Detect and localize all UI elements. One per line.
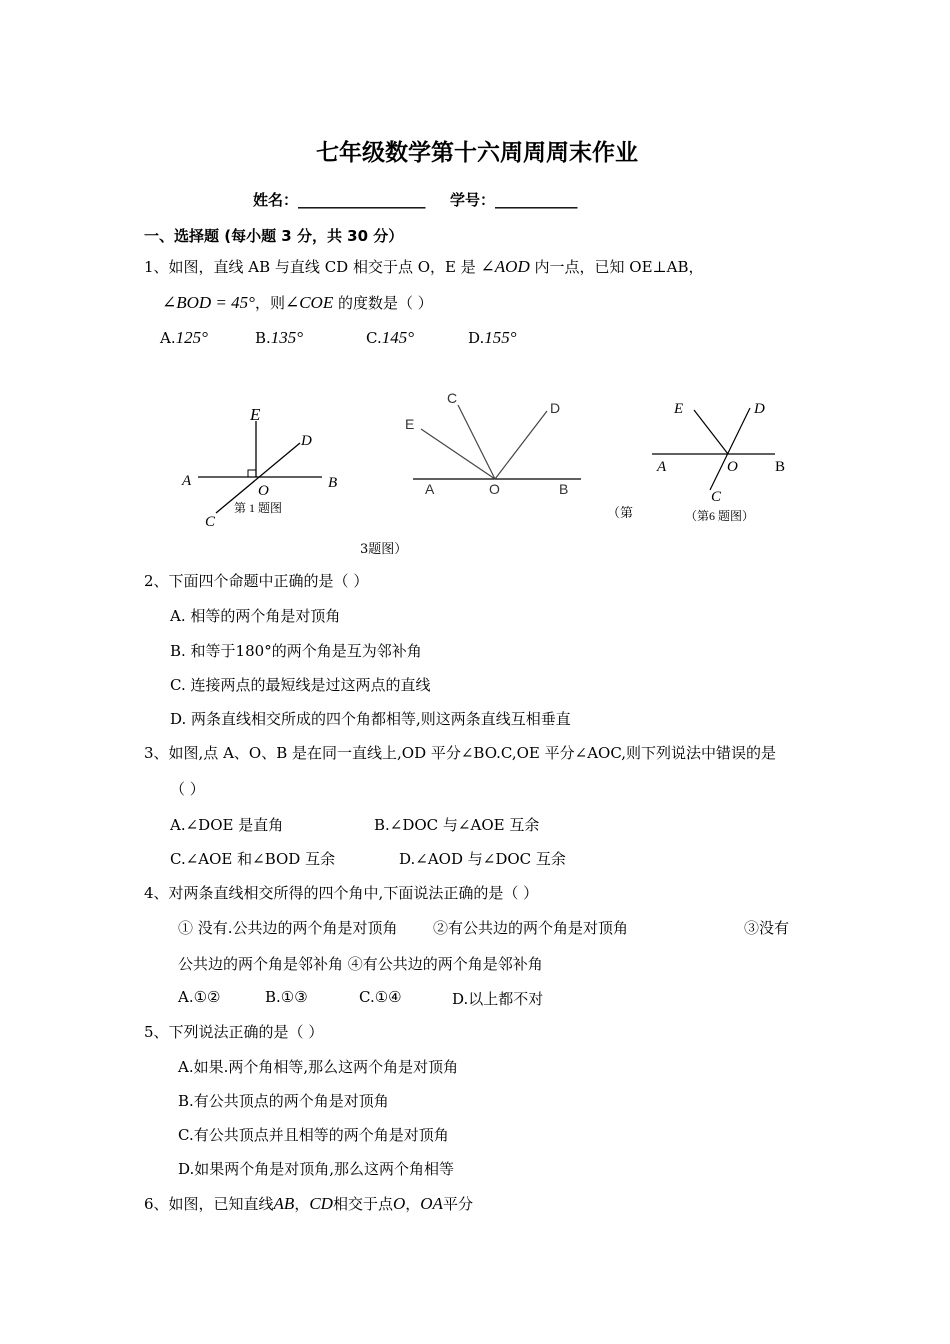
- q1-text-2: 内一点，已知 OE⊥AB，: [534, 258, 704, 276]
- q4-statement-line-2: 公共边的两个角是邻补角 ④有公共边的两个角是邻补角: [178, 955, 543, 973]
- q4-statement-1: ① 没有.公共边的两个角是对顶角: [178, 919, 398, 937]
- student-info: [253, 189, 578, 210]
- q2-option-d[interactable]: D. 两条直线相交所成的四个角都相等,则这两条直线互相垂直: [170, 710, 571, 728]
- question-3-paren: （ ）: [170, 780, 205, 798]
- q4-statement-2: ②有公共边的两个角是对顶角: [433, 919, 629, 937]
- label-e: E: [674, 401, 684, 417]
- q1-angle-coe: ∠COE: [284, 293, 334, 312]
- question-1-line-1: [144, 256, 704, 277]
- figure-6-caption: （第6 题图）: [685, 509, 755, 523]
- label-c: C: [447, 390, 458, 406]
- question-1-line-2: [162, 292, 433, 313]
- q4-statement-3: ③没有: [744, 919, 790, 937]
- label-e: E: [250, 405, 261, 424]
- question-3-stem: 3、如图,点 A、O、B 是在同一直线上,OD 平分∠BO.C,OE 平分∠AOC,则下列说法中错误的是: [144, 744, 777, 762]
- right-angle-mark: [248, 470, 256, 477]
- figure-3-caption-part-2: 3题图）: [360, 542, 408, 557]
- q1-angle-aod: ∠AOD: [480, 257, 530, 276]
- q2-option-c[interactable]: C. 连接两点的最短线是过这两点的直线: [170, 676, 431, 694]
- line-cd: [710, 408, 750, 490]
- ray-od: [495, 411, 547, 479]
- label-e: E: [405, 416, 415, 432]
- q5-option-d[interactable]: D.如果两个角是对顶角,那么这两个角相等: [178, 1160, 455, 1178]
- figure-1: [170, 395, 360, 535]
- q3-option-a[interactable]: A.∠DOE 是直角: [170, 816, 284, 834]
- name-label: 姓名：: [253, 191, 299, 209]
- ray-oe: [694, 410, 728, 454]
- q1-option-c[interactable]: C.145°: [366, 328, 415, 347]
- q4-option-a[interactable]: A.①②: [178, 988, 221, 1006]
- label-o: O: [258, 483, 269, 499]
- name-field[interactable]: _________________: [298, 191, 426, 209]
- q1-angle-bod: ∠BOD = 45°: [162, 293, 255, 312]
- label-b: B: [328, 475, 338, 491]
- q3-option-d[interactable]: D.∠AOD 与∠DOC 互余: [399, 850, 566, 868]
- q2-option-a[interactable]: A. 相等的两个角是对顶角: [170, 607, 341, 625]
- q4-option-b[interactable]: B.①③: [265, 988, 308, 1006]
- label-a: A: [657, 459, 667, 475]
- label-o: O: [489, 481, 500, 497]
- label-d: D: [301, 433, 312, 449]
- label-o: O: [727, 459, 738, 475]
- ray-oe: [421, 429, 495, 479]
- q5-option-c[interactable]: C.有公共顶点并且相等的两个角是对顶角: [178, 1126, 449, 1144]
- q1-text: 1、如图，直线 AB 与直线 CD 相交于点 O，E 是: [144, 258, 476, 276]
- q4-option-c[interactable]: C.①④: [359, 988, 402, 1006]
- label-c: C: [711, 489, 722, 505]
- ray-oc: [458, 405, 495, 479]
- figure-3-caption-part-1: （第: [607, 506, 634, 521]
- question-6-stem: 6、如图，已知直线AB，CD相交于点O，OA平分: [144, 1194, 473, 1213]
- q3-option-b[interactable]: B.∠DOC 与∠AOE 互余: [374, 816, 540, 834]
- figure-6: [650, 392, 800, 527]
- q5-option-b[interactable]: B.有公共顶点的两个角是对顶角: [178, 1092, 389, 1110]
- question-4-stem: 4、对两条直线相交所得的四个角中,下面说法正确的是（ ）: [144, 884, 539, 902]
- label-d: D: [754, 401, 765, 417]
- question-2-stem: 2、下面四个命题中正确的是（ ）: [144, 572, 369, 590]
- figure-1-caption: 第 1 题图: [234, 501, 283, 515]
- q2-option-b[interactable]: B. 和等于180°的两个角是互为邻补角: [170, 642, 422, 660]
- label-a: A: [425, 481, 435, 497]
- q1-text-3: ，则: [254, 294, 285, 312]
- q5-option-a[interactable]: A.如果.两个角相等,那么这两个角是对顶角: [178, 1058, 459, 1076]
- label-d: D: [550, 400, 561, 416]
- figure-3: [395, 385, 595, 505]
- section-heading: 一、选择题 (每小题 3 分，共 30 分）: [144, 227, 404, 245]
- student-id-field[interactable]: ___________: [495, 191, 578, 209]
- label-b: B: [559, 481, 569, 497]
- q4-option-d[interactable]: D.以上都不对: [452, 990, 544, 1008]
- q1-option-d[interactable]: D.155°: [468, 328, 517, 347]
- label-c: C: [205, 514, 216, 530]
- label-a: A: [182, 473, 192, 489]
- label-b: B: [775, 459, 786, 475]
- question-5-stem: 5、下列说法正确的是（ ）: [144, 1023, 324, 1041]
- page-title: 七年级数学第十六周周周末作业: [316, 140, 638, 166]
- q3-option-c[interactable]: C.∠AOE 和∠BOD 互余: [170, 850, 336, 868]
- q1-option-b[interactable]: B.135°: [255, 328, 304, 347]
- q1-option-a[interactable]: A.125°: [160, 328, 208, 347]
- student-id-label: 学号：: [449, 191, 495, 209]
- q1-text-4: 的度数是（ ）: [338, 294, 433, 312]
